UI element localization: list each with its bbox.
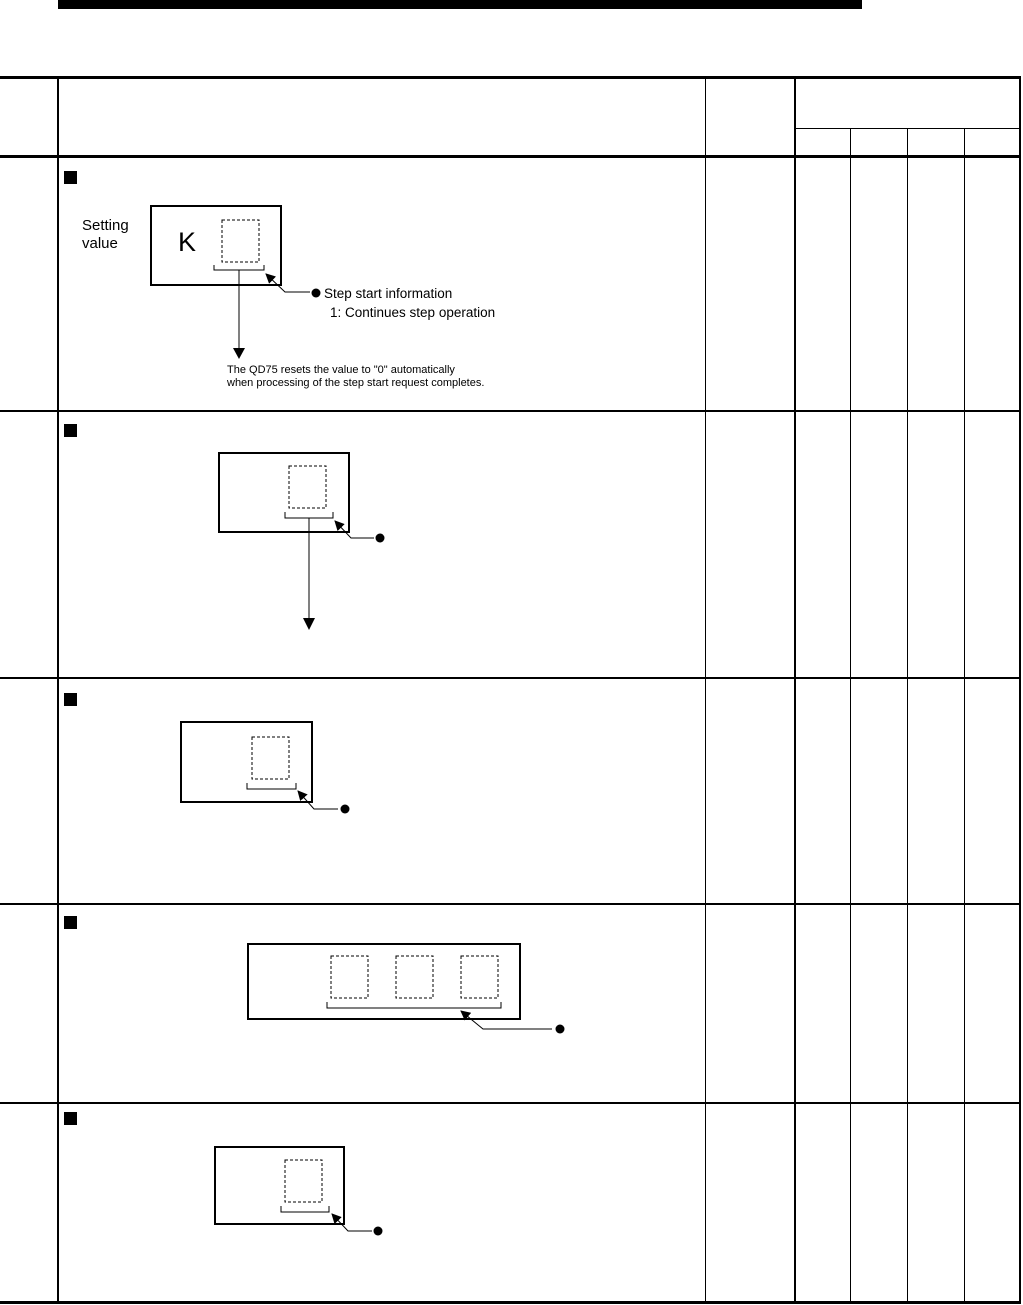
hex-prefix-letter: K — [178, 227, 197, 257]
reset-note-line-1: The QD75 resets the value to "0" automatically — [227, 364, 455, 376]
callout-title: Step start information — [324, 286, 453, 301]
callout-value: 1: Continues step operation — [330, 305, 496, 320]
setting-box-row3 — [181, 722, 350, 814]
setting-box-row5 — [215, 1147, 383, 1236]
setting-box-row2 — [219, 453, 385, 630]
setting-value-label: Setting value — [82, 217, 129, 252]
setting-box-row4 — [248, 944, 565, 1034]
setting-box-row1 — [151, 206, 321, 359]
reset-note-line-2: when processing of the step start request completes. — [227, 377, 485, 389]
